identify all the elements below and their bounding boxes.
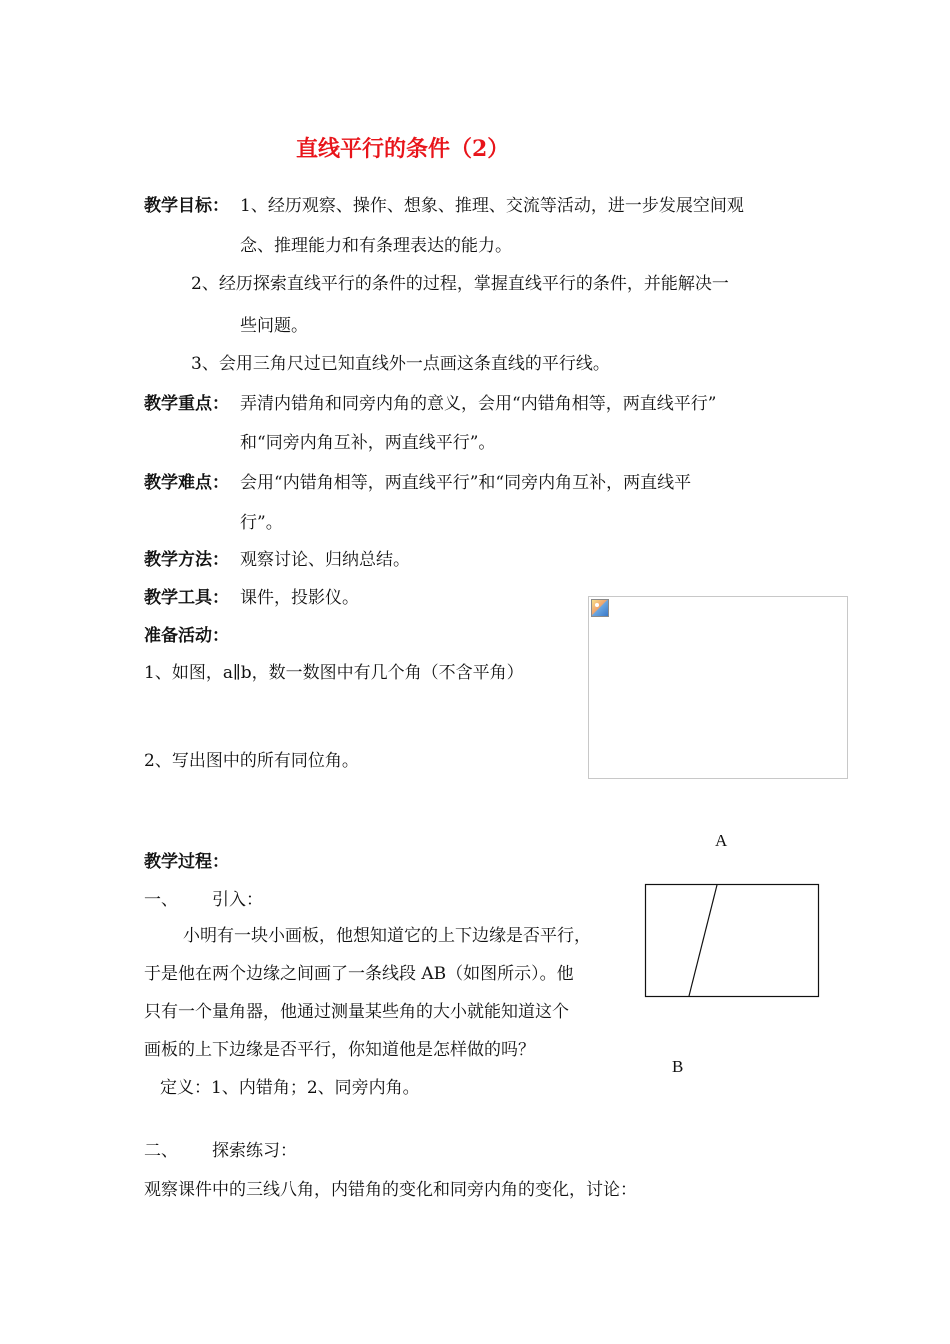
tools-label: 教学工具： — [144, 588, 229, 608]
segment-ab — [689, 885, 717, 996]
page-title: 直线平行的条件（2） — [296, 136, 510, 162]
key-points-line1: 弄清内错角和同旁内角的意义，会用“内错角相等，两直线平行” — [240, 394, 717, 414]
key-points-line2: 和“同旁内角互补，两直线平行”。 — [240, 433, 496, 453]
intro-paragraph-line4: 画板的上下边缘是否平行，你知道他是怎样做的吗？ — [144, 1040, 535, 1060]
figure-label-b: B — [672, 1057, 684, 1076]
objective-1-line1: 1、经历观察、操作、想象、推理、交流等活动，进一步发展空间观 — [240, 196, 744, 216]
objectives-label: 教学目标： — [144, 196, 229, 216]
preparation-q1: 1、如图，a∥b，数一数图中有几个角（不含平角） — [144, 663, 524, 683]
section-2-number: 二、 — [144, 1141, 178, 1161]
section-2-title: 探索练习： — [212, 1141, 297, 1161]
methods-label: 教学方法： — [144, 550, 229, 570]
missing-figure-image — [588, 596, 848, 779]
key-points-label: 教学重点： — [144, 394, 229, 414]
intro-paragraph-line2: 于是他在两个边缘之间画了一条线段 AB（如图所示）。他 — [144, 964, 574, 984]
methods-text: 观察讨论、归纳总结。 — [240, 550, 410, 570]
drawing-board-figure — [644, 883, 821, 999]
definition-line: 定义：1、内错角；2、同旁内角。 — [160, 1078, 420, 1098]
intro-paragraph-line1: 小明有一块小画板，他想知道它的上下边缘是否平行， — [183, 926, 591, 946]
preparation-label: 准备活动： — [144, 626, 229, 646]
objective-3: 3、会用三角尺过已知直线外一点画这条直线的平行线。 — [191, 354, 610, 374]
broken-image-icon — [591, 599, 609, 617]
objective-1-line2: 念、推理能力和有条理表达的能力。 — [240, 236, 512, 256]
difficulties-line2: 行”。 — [240, 513, 283, 533]
tools-text: 课件，投影仪。 — [240, 588, 359, 608]
intro-paragraph-line3: 只有一个量角器，他通过测量某些角的大小就能知道这个 — [144, 1002, 569, 1022]
process-label: 教学过程： — [144, 852, 229, 872]
section-1-number: 一、 — [144, 890, 178, 910]
section-2-text: 观察课件中的三线八角，内错角的变化和同旁内角的变化，讨论： — [144, 1180, 637, 1200]
objective-2-line2: 些问题。 — [240, 316, 308, 336]
section-1-title: 引入： — [212, 890, 263, 910]
difficulties-label: 教学难点： — [144, 473, 229, 493]
preparation-q2: 2、写出图中的所有同位角。 — [144, 751, 359, 771]
board-rectangle — [646, 885, 819, 997]
difficulties-line1: 会用“内错角相等，两直线平行”和“同旁内角互补，两直线平 — [240, 473, 692, 493]
objective-2-line1: 2、经历探索直线平行的条件的过程，掌握直线平行的条件，并能解决一 — [191, 274, 729, 294]
figure-label-a: A — [715, 831, 728, 850]
